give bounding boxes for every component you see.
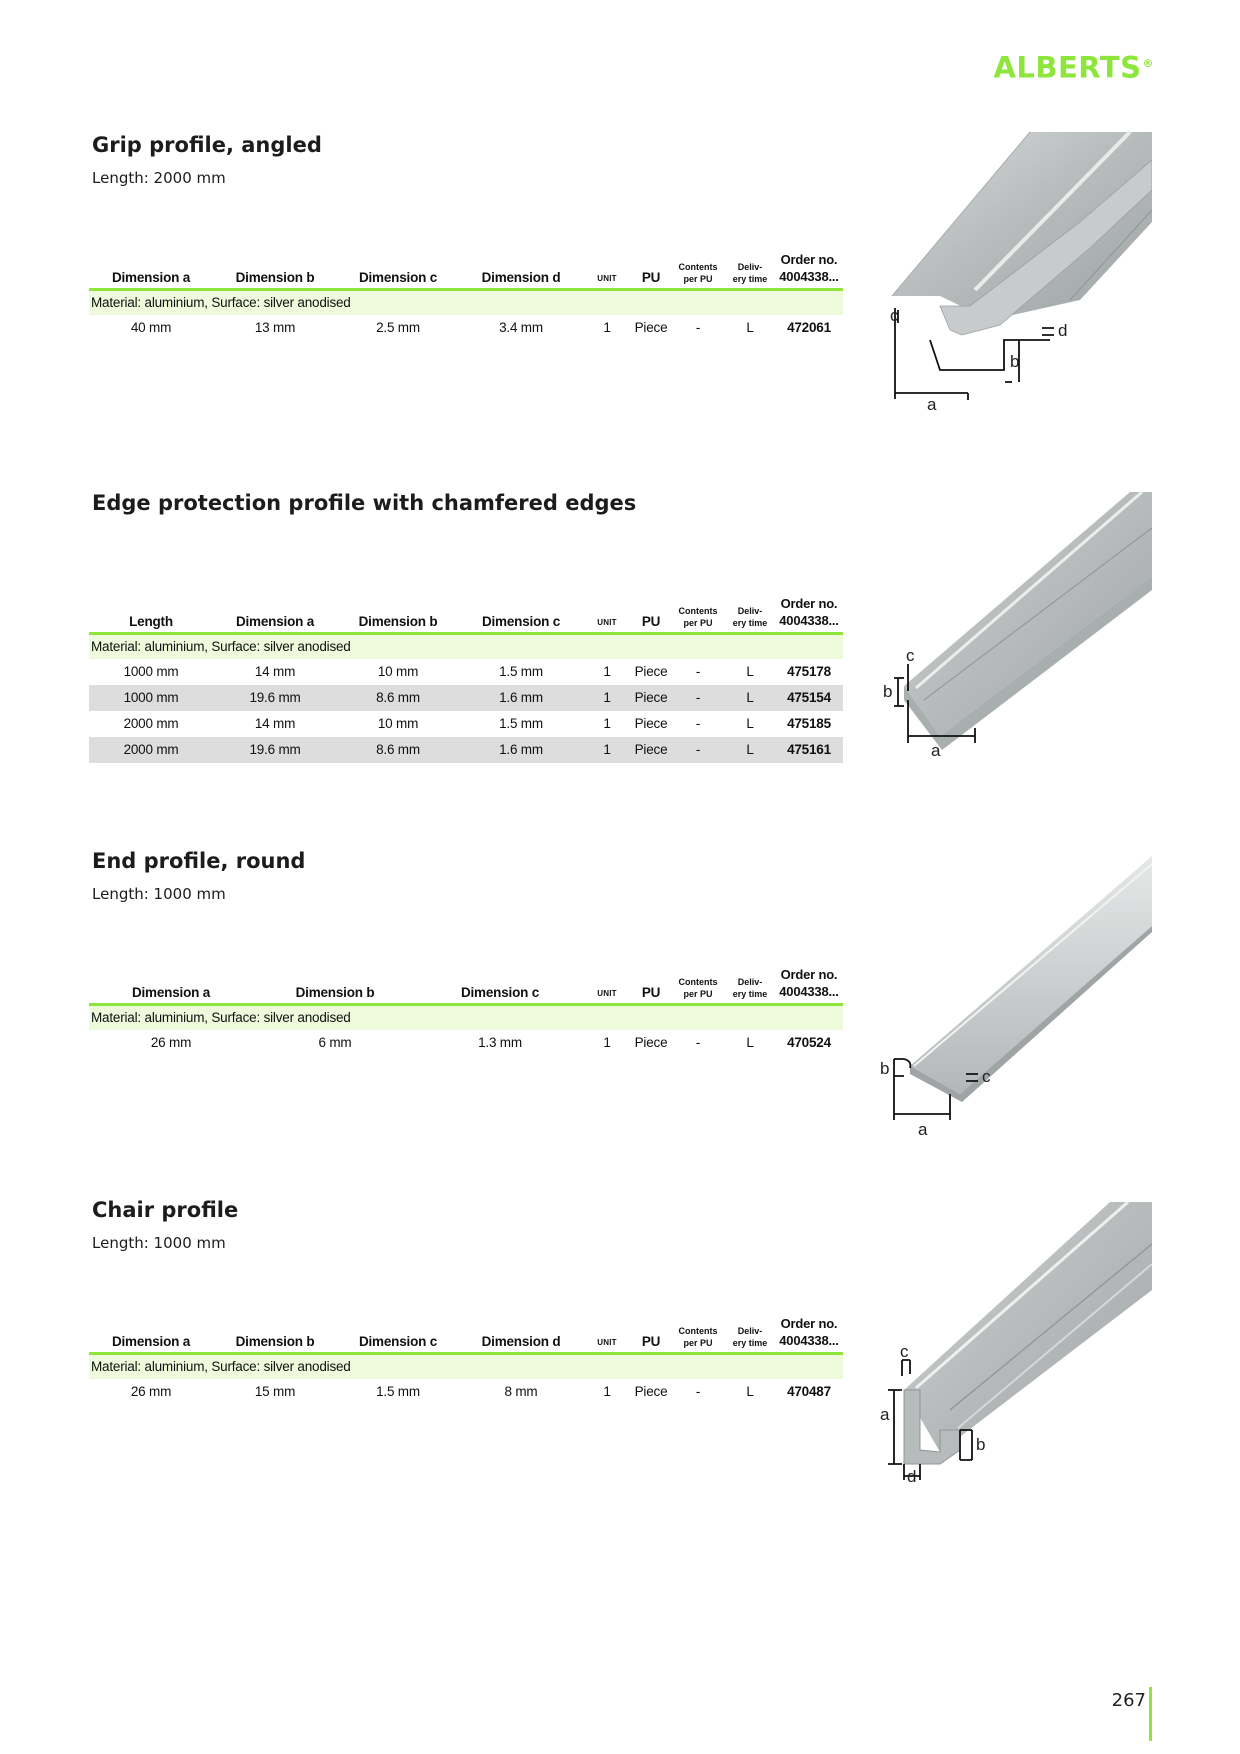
table-row <box>89 711 843 737</box>
col-header: Dimension b <box>235 270 315 285</box>
col-header: PU <box>641 270 661 285</box>
cell: 8.6 mm <box>376 742 420 757</box>
col-header: Order no. 4004338... <box>779 596 839 628</box>
material-row: Material: aluminium, Surface: silver anodised <box>89 1355 843 1379</box>
cell: 1000 mm <box>123 664 179 679</box>
col-header: Deliv- ery time <box>732 262 768 284</box>
diagram-label: c <box>900 1342 909 1361</box>
cell: 19.6 mm <box>249 690 301 705</box>
product-image-edge-protection <box>880 488 1152 758</box>
cell: L <box>746 690 754 705</box>
col-header: PU <box>641 1334 661 1349</box>
diagram-label: a <box>918 1120 928 1136</box>
product-image-end-profile <box>880 856 1152 1136</box>
cell: 15 mm <box>254 1384 296 1399</box>
page-accent-bar <box>1149 1687 1152 1741</box>
col-header: Dimension c <box>460 985 540 1000</box>
order-number-cell: 475178 <box>787 664 831 679</box>
table-row <box>89 659 843 685</box>
cell: 26 mm <box>130 1384 172 1399</box>
section-title: Edge protection profile with chamfered edges <box>92 491 637 515</box>
product-section-end-profile <box>0 849 1240 1149</box>
diagram-label: b <box>976 1435 986 1454</box>
table-header <box>89 252 843 291</box>
cell: 10 mm <box>377 716 419 731</box>
col-header: UNIT <box>597 989 617 998</box>
product-image-grip-profile <box>880 130 1152 410</box>
product-section-edge-protection <box>0 491 1240 791</box>
cell: 6 mm <box>318 1035 352 1050</box>
table-row <box>89 1379 843 1405</box>
cell: 40 mm <box>130 320 172 335</box>
cell: L <box>746 1384 754 1399</box>
product-section-chair-profile <box>0 1198 1240 1498</box>
order-number-cell: 470487 <box>787 1384 831 1399</box>
col-header: Length <box>129 614 173 629</box>
cell: 1.6 mm <box>499 742 543 757</box>
profile-body <box>910 856 1152 1094</box>
cell: - <box>695 320 701 335</box>
cell: 1.5 mm <box>499 664 543 679</box>
section-subtitle: Length: 1000 mm <box>92 885 226 903</box>
cell: 8 mm <box>504 1384 538 1399</box>
diagram-label: d <box>1058 321 1068 340</box>
cell: - <box>695 742 701 757</box>
col-header: PU <box>641 985 661 1000</box>
col-header: Dimension b <box>295 985 375 1000</box>
col-header: Deliv- ery time <box>732 977 768 999</box>
cell: Piece <box>634 1035 668 1050</box>
cell: Piece <box>634 320 668 335</box>
cell: 1 <box>603 742 611 757</box>
col-header: Deliv- ery time <box>732 606 768 628</box>
cell: Piece <box>634 690 668 705</box>
col-header: UNIT <box>597 1338 617 1347</box>
diagram-label: c <box>906 646 915 665</box>
col-header: Contents per PU <box>678 1326 718 1348</box>
diagram-label: c <box>982 1067 991 1086</box>
col-header: UNIT <box>597 618 617 627</box>
diagram-label: a <box>880 1405 890 1424</box>
col-header: Dimension d <box>481 270 561 285</box>
col-header: Contents per PU <box>678 606 718 628</box>
col-header: Deliv- ery time <box>732 1326 768 1348</box>
col-header: Dimension a <box>111 270 191 285</box>
section-subtitle: Length: 1000 mm <box>92 1234 226 1252</box>
cell: 2.5 mm <box>376 320 420 335</box>
diagram-label: c <box>890 306 899 325</box>
product-table <box>89 596 843 763</box>
col-header: Contents per PU <box>678 262 718 284</box>
cell: 14 mm <box>254 716 296 731</box>
order-number-cell: 472061 <box>787 320 831 335</box>
cell: 1.3 mm <box>478 1035 522 1050</box>
col-header: Dimension c <box>481 614 561 629</box>
cell: L <box>746 664 754 679</box>
diagram-label: a <box>927 395 937 410</box>
cell: - <box>695 716 701 731</box>
order-number-cell: 470524 <box>787 1035 831 1050</box>
product-table <box>89 1316 843 1405</box>
col-header: PU <box>641 614 661 629</box>
material-row: Material: aluminium, Surface: silver anodised <box>89 1006 843 1030</box>
cell: 1000 mm <box>123 690 179 705</box>
col-header: Dimension b <box>358 614 438 629</box>
table-header <box>89 967 843 1006</box>
product-table <box>89 967 843 1056</box>
cell: 19.6 mm <box>249 742 301 757</box>
cell: Piece <box>634 664 668 679</box>
cell: 10 mm <box>377 664 419 679</box>
order-number-cell: 475161 <box>787 742 831 757</box>
product-section-grip-profile <box>0 133 1240 433</box>
cell: 2000 mm <box>123 716 179 731</box>
cell: 1 <box>603 716 611 731</box>
profile-body <box>904 1202 1152 1452</box>
cell: - <box>695 690 701 705</box>
table-header <box>89 596 843 635</box>
col-header: Contents per PU <box>678 977 718 999</box>
cell: 8.6 mm <box>376 690 420 705</box>
cell: 2000 mm <box>123 742 179 757</box>
diagram-label: d <box>907 1467 917 1482</box>
cell: L <box>746 320 754 335</box>
cell: L <box>746 716 754 731</box>
cell: 13 mm <box>254 320 296 335</box>
table-row <box>89 315 843 341</box>
section-title: End profile, round <box>92 849 306 873</box>
cell: 1 <box>603 690 611 705</box>
col-header: Dimension c <box>358 1334 438 1349</box>
col-header: Order no. 4004338... <box>779 1316 839 1348</box>
cell: 1 <box>603 664 611 679</box>
cell: 26 mm <box>150 1035 192 1050</box>
section-subtitle: Length: 2000 mm <box>92 169 226 187</box>
col-header: Dimension a <box>235 614 315 629</box>
diagram-label: b <box>1010 352 1020 371</box>
col-header: Dimension c <box>358 270 438 285</box>
cell: L <box>746 1035 754 1050</box>
cell: - <box>695 664 701 679</box>
cell: 1 <box>603 320 611 335</box>
order-number-cell: 475185 <box>787 716 831 731</box>
order-number-cell: 475154 <box>787 690 831 705</box>
col-header: Dimension a <box>131 985 211 1000</box>
table-row <box>89 737 843 763</box>
material-row: Material: aluminium, Surface: silver anodised <box>89 291 843 315</box>
section-title: Chair profile <box>92 1198 239 1222</box>
cell: Piece <box>634 1384 668 1399</box>
col-header: Order no. 4004338... <box>779 967 839 999</box>
brand-logo: ALBERTS® <box>993 50 1154 85</box>
table-row <box>89 1030 843 1056</box>
section-title: Grip profile, angled <box>92 133 322 157</box>
product-image-chair-profile <box>880 1202 1152 1482</box>
cell: 1 <box>603 1384 611 1399</box>
cell: 1.5 mm <box>499 716 543 731</box>
product-table <box>89 252 843 341</box>
cell: L <box>746 742 754 757</box>
cell: 1.5 mm <box>376 1384 420 1399</box>
cell: Piece <box>634 742 668 757</box>
col-header: Dimension b <box>235 1334 315 1349</box>
diagram-label: b <box>880 1059 890 1078</box>
cell: - <box>695 1035 701 1050</box>
cell: Piece <box>634 716 668 731</box>
cell: 14 mm <box>254 664 296 679</box>
diagram-label: b <box>883 682 893 701</box>
col-header: Dimension d <box>481 1334 561 1349</box>
col-header: UNIT <box>597 274 617 283</box>
cell: 1.6 mm <box>499 690 543 705</box>
table-header <box>89 1316 843 1355</box>
col-header: Order no. 4004338... <box>779 252 839 284</box>
diagram-label: a <box>931 741 941 758</box>
material-row: Material: aluminium, Surface: silver anodised <box>89 635 843 659</box>
cell: - <box>695 1384 701 1399</box>
col-header: Dimension a <box>111 1334 191 1349</box>
cell: 3.4 mm <box>499 320 543 335</box>
cell: 1 <box>603 1035 611 1050</box>
table-row <box>89 685 843 711</box>
page-number: 267 <box>1111 1690 1146 1711</box>
